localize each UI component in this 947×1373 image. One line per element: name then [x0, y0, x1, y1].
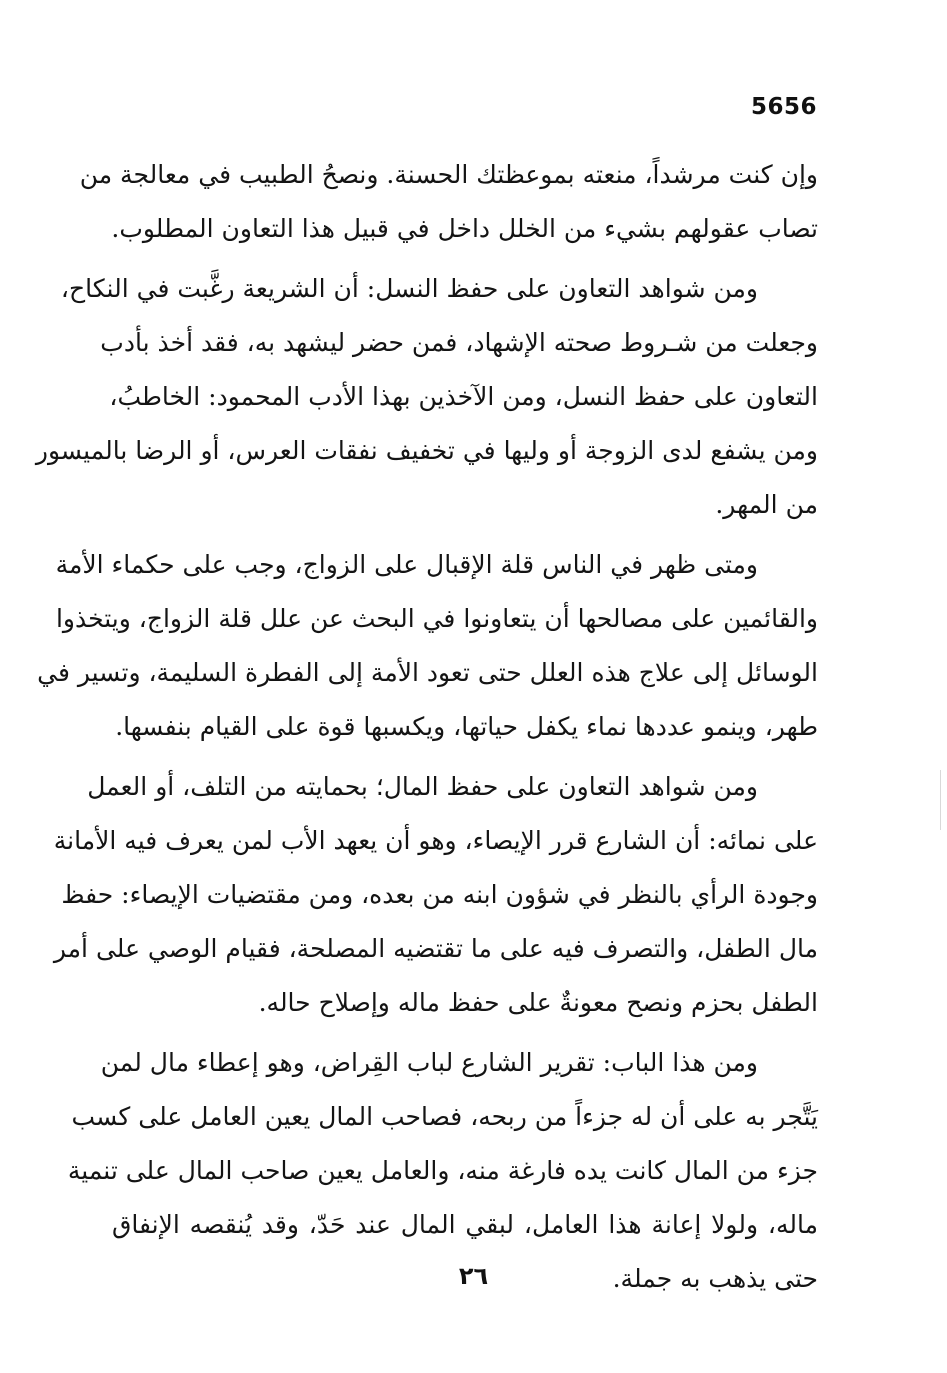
- paragraph-2: [35, 262, 818, 532]
- scan-margin-mark: [940, 770, 941, 830]
- text-line: حتى يذهب به جملة.: [612, 1264, 818, 1293]
- text-line: من المهر.: [715, 490, 818, 519]
- text-line: وجودة الرأي بالنظر في شؤون ابنه من بعده، ومن مقتضيات الإيصاء: حفظ: [61, 880, 818, 909]
- text-line: طهر، وينمو عددها نماء يكفل حياتها، ويكسبها قوة على القيام بنفسها.: [115, 712, 818, 741]
- text-line: وجعلت من شـروط صحته الإشهاد، فمن حضر ليشهد به، فقد أخذ بأدب: [100, 328, 818, 357]
- page-number-top: 5656: [750, 94, 817, 120]
- body-text: [35, 148, 818, 1306]
- text-line: والقائمين على مصالحها أن يتعاونوا في البحث عن علل قلة الزواج، ويتخذوا: [55, 604, 818, 633]
- text-line: على نمائه: أن الشارع قرر الإيصاء، وهو أن يعهد الأب لمن يعرف فيه الأمانة: [53, 826, 818, 855]
- paragraph-4: [53, 760, 818, 1030]
- text-line: ومن يشفع لدى الزوجة أو وليها في تخفيف نفقات العرس، أو الرضا بالميسور: [35, 436, 818, 465]
- text-line: الوسائل إلى علاج هذه العلل حتى تعود الأمة إلى الفطرة السليمة، وتسير في: [37, 658, 818, 687]
- text-line: ومن هذا الباب: تقرير الشارع لباب القِراض، وهو إعطاء مال لمن: [100, 1048, 758, 1077]
- text-line: ماله، ولولا إعانة هذا العامل، لبقي المال عند حَدّ، وقد يُنقصه الإنفاق: [112, 1210, 818, 1239]
- paragraph-1: [79, 148, 818, 256]
- text-line: ومن شواهد التعاون على حفظ المال؛ بحمايته من التلف، أو العمل: [87, 772, 758, 801]
- text-line: مال الطفل، والتصرف فيه على ما تقتضيه المصلحة، فقيام الوصي على أمر: [53, 934, 818, 963]
- text-line: التعاون على حفظ النسل، ومن الآخذين بهذا الأدب المحمود: الخاطبُ،: [109, 382, 818, 411]
- text-line: ومتى ظهر في الناس قلة الإقبال على الزواج، وجب على حكماء الأمة: [55, 550, 758, 579]
- text-line: الطفل بحزم ونصح معونةٌ على حفظ ماله وإصلاح حاله.: [258, 988, 818, 1017]
- text-line: يَتَّجر به على أن له جزءاً من ربحه، فصاحب المال يعين العامل على كسب: [71, 1102, 818, 1131]
- text-line: تصاب عقولهم بشيء من الخلل داخل في قبيل هذا التعاون المطلوب.: [111, 214, 818, 243]
- page-number-bottom: ٢٦: [458, 1262, 489, 1290]
- text-line: ومن شواهد التعاون على حفظ النسل: أن الشريعة رغَّبت في النكاح،: [60, 274, 758, 303]
- text-line: وإن كنت مرشداً، منعته بموعظتك الحسنة. ونصحُ الطبيب في معالجة من: [79, 160, 818, 189]
- paragraph-3: [37, 538, 818, 754]
- text-line: جزء من المال كانت يده فارغة منه، والعامل يعين صاحب المال على تنمية: [67, 1156, 818, 1185]
